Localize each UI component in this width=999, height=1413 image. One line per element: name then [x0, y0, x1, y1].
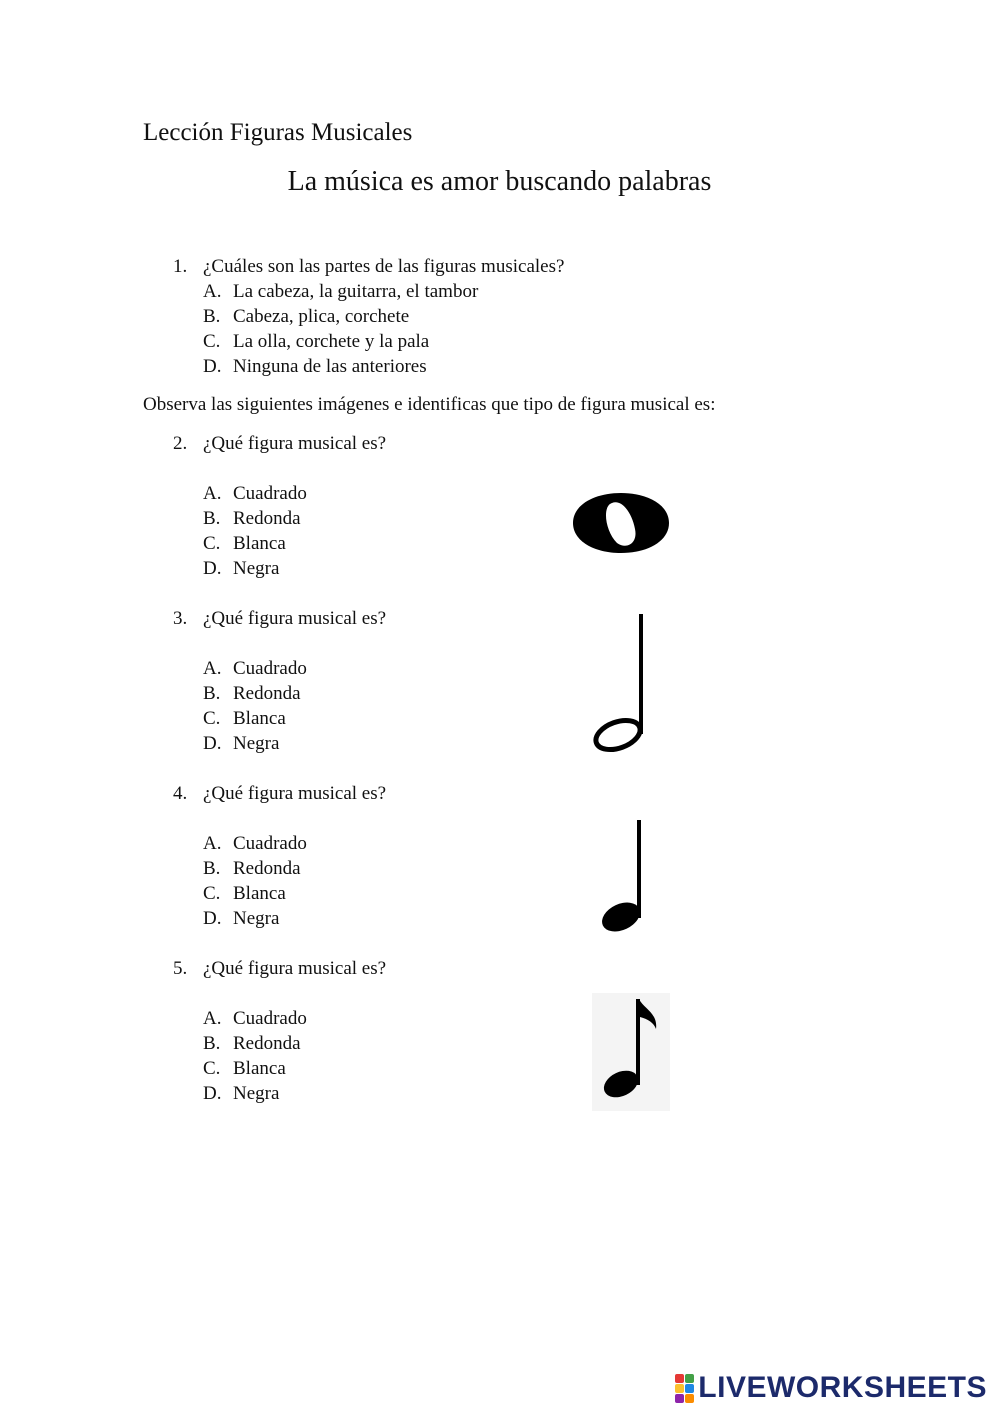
question-5-option-a[interactable]: A. Cuadrado: [203, 1008, 307, 1029]
question-2: 2. ¿Qué figura musical es?: [173, 433, 387, 454]
question-4: 4. ¿Qué figura musical es?: [173, 783, 387, 804]
question-4-option-d[interactable]: D. Negra: [203, 908, 280, 929]
lesson-title: Lección Figuras Musicales: [143, 119, 413, 146]
brand-text: LIVEWORKSHEETS: [698, 1371, 987, 1404]
question-2-option-d[interactable]: D. Negra: [203, 558, 280, 579]
question-3: 3. ¿Qué figura musical es?: [173, 608, 387, 629]
quarter-note-icon: [600, 818, 650, 936]
liveworksheets-logo: [675, 1371, 987, 1405]
question-1: [173, 256, 564, 278]
eighth-note-icon: [592, 993, 670, 1111]
question-5-option-c[interactable]: C. Blanca: [203, 1058, 286, 1079]
question-text: ¿Cuáles son las partes de las figuras musicales?: [203, 256, 565, 277]
question-2-option-a[interactable]: A. Cuadrado: [203, 483, 307, 504]
whole-note-icon: [572, 491, 670, 555]
question-3-option-d[interactable]: D. Negra: [203, 733, 280, 754]
question-1-option-d[interactable]: D. Ninguna de las anteriores: [203, 356, 427, 377]
question-5-option-b[interactable]: B. Redonda: [203, 1033, 301, 1054]
question-1-option-a[interactable]: A. La cabeza, la guitarra, el tambor: [203, 281, 479, 302]
half-note-icon: [592, 612, 652, 754]
question-4-option-c[interactable]: C. Blanca: [203, 883, 286, 904]
question-1-option-b[interactable]: B. Cabeza, plica, corchete: [203, 306, 410, 327]
instruction-text: Observa las siguientes imágenes e identificas que tipo de figura musical es:: [143, 394, 716, 415]
question-3-option-b[interactable]: B. Redonda: [203, 683, 301, 704]
brand-mark-icon: [675, 1374, 694, 1403]
question-2-option-c[interactable]: C. Blanca: [203, 533, 286, 554]
question-5: 5. ¿Qué figura musical es?: [173, 958, 387, 979]
question-number: 1.: [173, 256, 188, 277]
question-4-option-a[interactable]: A. Cuadrado: [203, 833, 307, 854]
question-4-option-b[interactable]: B. Redonda: [203, 858, 301, 879]
question-3-option-c[interactable]: C. Blanca: [203, 708, 286, 729]
page-title: La música es amor buscando palabras: [287, 166, 712, 197]
question-2-option-b[interactable]: B. Redonda: [203, 508, 301, 529]
question-3-option-a[interactable]: A. Cuadrado: [203, 658, 307, 679]
question-5-option-d[interactable]: D. Negra: [203, 1083, 280, 1104]
question-1-option-c[interactable]: C. La olla, corchete y la pala: [203, 331, 430, 352]
